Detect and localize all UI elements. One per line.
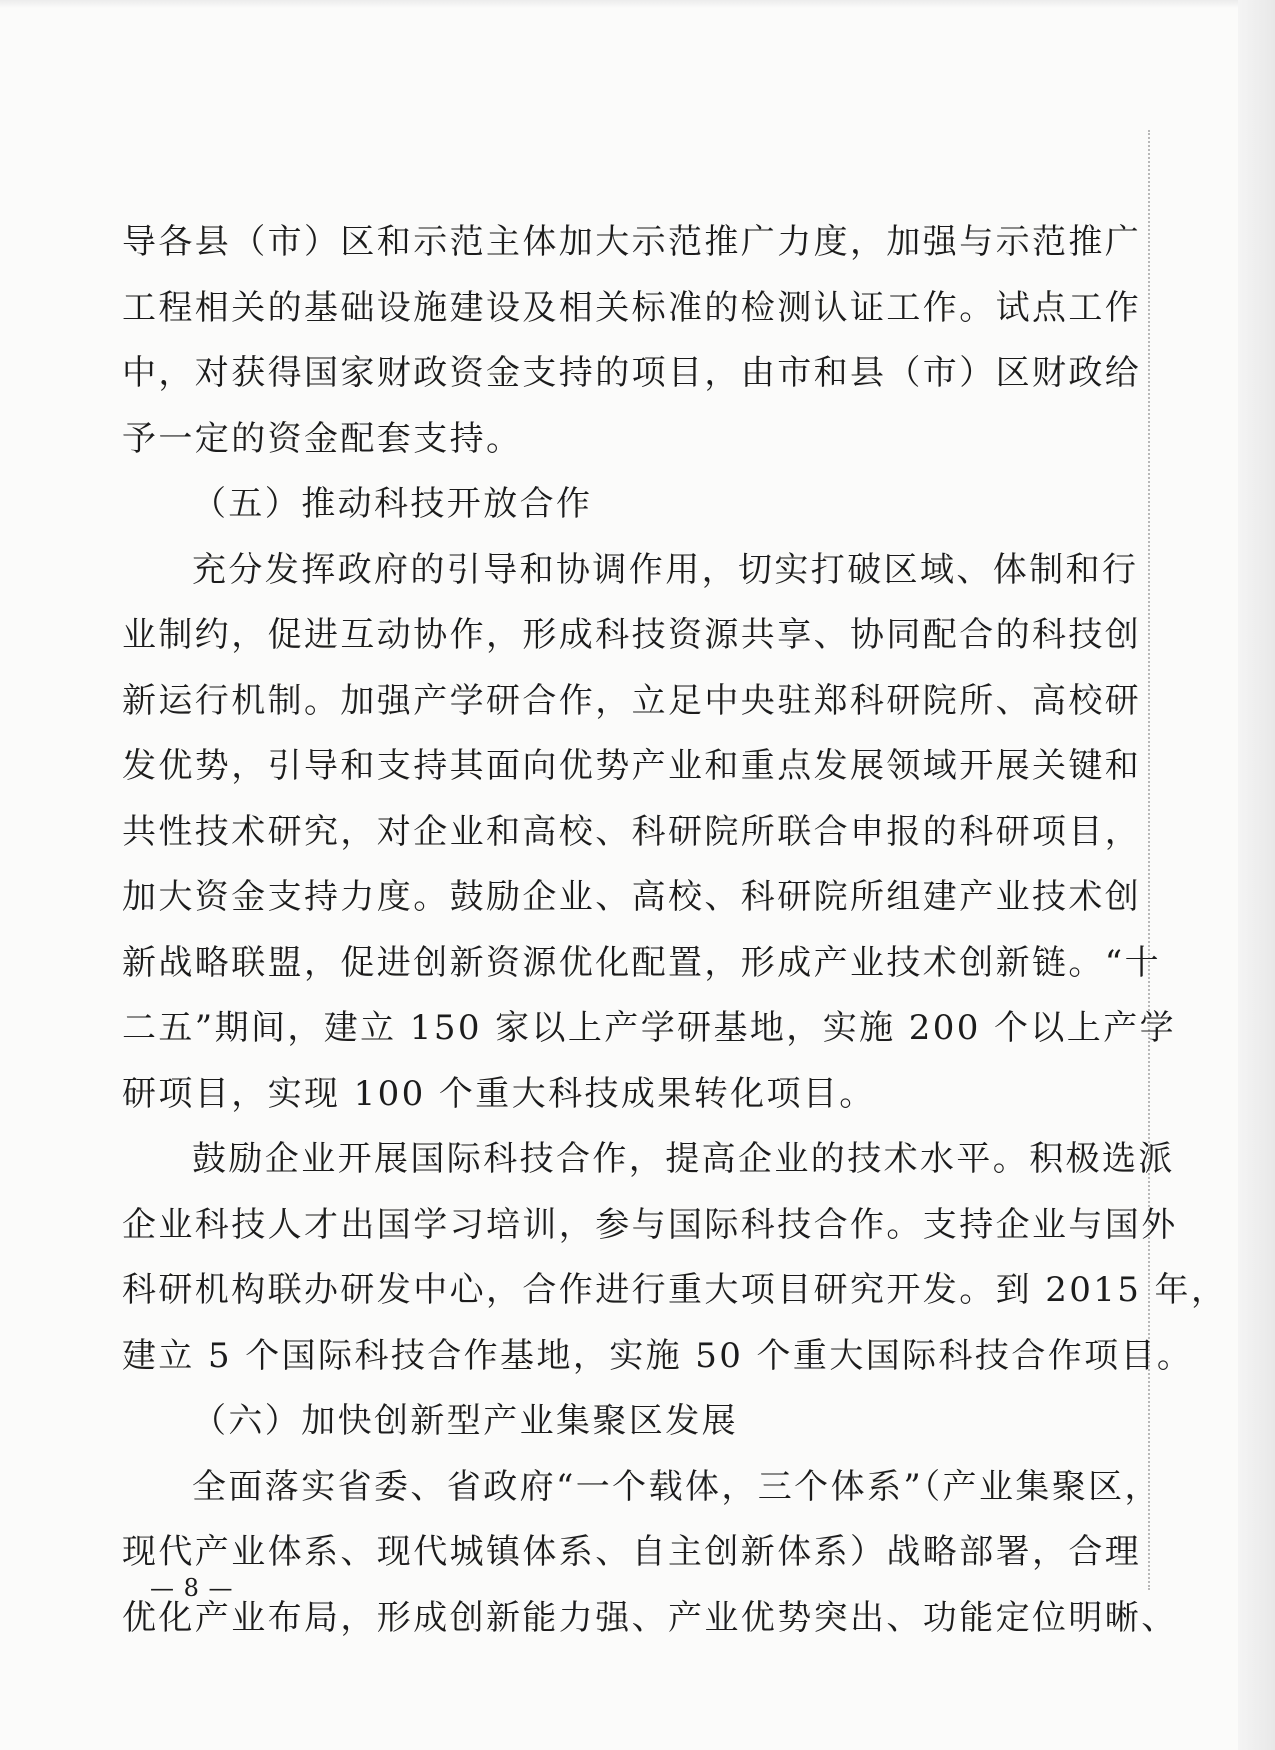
paragraph-line: 新战略联盟，促进创新资源优化配置，形成产业技术创新链。“十 <box>122 942 1161 983</box>
scan-right-edge <box>1238 0 1275 1750</box>
paragraph-line: 二五”期间，建立 150 家以上产学研基地，实施 200 个以上产学 <box>122 1008 1177 1048</box>
paragraph-line: 加大资金支持力度。鼓励企业、高校、科研院所组建产业技术创 <box>122 877 1142 917</box>
paragraph-line: 共性技术研究，对企业和高校、科研院所联合申报的科研项目， <box>122 811 1142 852</box>
document-body <box>122 222 1228 1663</box>
paragraph-line: 发优势，引导和支持其面向优势产业和重点发展领域开展关键和 <box>122 746 1142 786</box>
paragraph-line: 全面落实省委、省政府“一个载体，三个体系”（产业集聚区， <box>192 1466 1161 1507</box>
paragraph-line: 予一定的资金配套支持。 <box>122 418 523 459</box>
paragraph-line: 研项目，实现 100 个重大科技成果转化项目。 <box>122 1073 876 1114</box>
paragraph-line: 导各县（市）区和示范主体加大示范推广力度，加强与示范推广 <box>122 222 1142 262</box>
scan-top-shadow <box>0 0 1275 8</box>
paragraph-line: 优化产业布局，形成创新能力强、产业优势突出、功能定位明晰、 <box>122 1597 1178 1638</box>
paragraph-line: 业制约，促进互动协作，形成科技资源共享、协同配合的科技创 <box>122 615 1142 655</box>
paragraph-line: 充分发挥政府的引导和协调作用，切实打破区域、体制和行 <box>192 549 1139 590</box>
paragraph-line: 中，对获得国家财政资金支持的项目，由市和县（市）区财政给 <box>122 353 1142 393</box>
section-heading-5: （五）推动科技开放合作 <box>192 484 593 524</box>
paragraph-line: 企业科技人才出国学习培训，参与国际科技合作。支持企业与国外 <box>122 1204 1178 1245</box>
paragraph-line: 建立 5 个国际科技合作基地，实施 50 个重大国际科技合作项目。 <box>122 1335 1194 1376</box>
paragraph-line: 鼓励企业开展国际科技合作，提高企业的技术水平。积极选派 <box>192 1139 1175 1179</box>
paragraph-line: 科研机构联办研发中心，合作进行重大项目研究开发。到 2015 年， <box>122 1270 1228 1310</box>
paragraph-line: 工程相关的基础设施建设及相关标准的检测认证工作。试点工作 <box>122 287 1142 328</box>
page-number: — 8 — <box>150 1574 234 1602</box>
paragraph-line: 现代产业体系、现代城镇体系、自主创新体系）战略部署，合理 <box>122 1532 1142 1572</box>
section-heading-6: （六）加快创新型产业集聚区发展 <box>192 1401 738 1441</box>
paragraph-line: 新运行机制。加强产学研合作，立足中央驻郑科研院所、高校研 <box>122 680 1142 721</box>
